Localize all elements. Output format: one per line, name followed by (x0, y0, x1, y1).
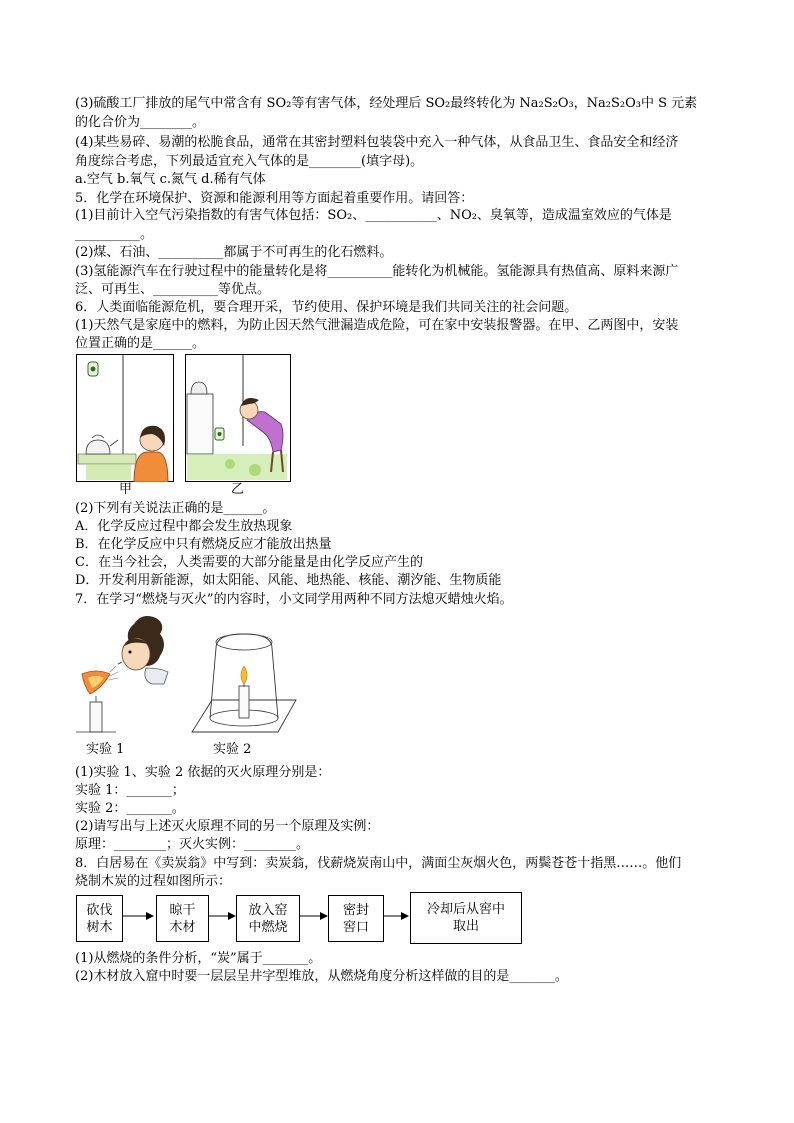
q5-stem: 5．化学在环境保护、资源和能源利用等方面起着重要作用。请回答： (75, 191, 474, 206)
q6-1-line-2: 位置正确的是______。 (75, 336, 206, 351)
q5-1-line-2: __________。 (75, 227, 154, 242)
q4-4-line-2: 角度综合考虑，下列最适宜充入气体的是________(填字母)。 (75, 154, 424, 169)
q7-1-exp-2: 实验 2：_______。 (75, 801, 185, 816)
q4-4-options: a.空气 b.氧气 c.氮气 d.稀有气体 (75, 172, 266, 187)
figure-jia-label: 甲 (119, 482, 133, 497)
flow-step-burn-in-kiln: 放入窑 中燃烧 (236, 895, 300, 942)
q6-2-stem: (2)下列有关说法正确的是______。 (75, 501, 276, 516)
q5-2: (2)煤、石油、__________都属于不可再生的化石燃料。 (75, 245, 393, 260)
flow-step-cool-remove: 冷却后从窖中 取出 (410, 892, 522, 944)
flow-step-seal-kiln: 密封 窖口 (328, 895, 384, 942)
q5-3-line-2: 泛、可再生、__________等优点。 (75, 282, 271, 297)
q6-2-option-b: B．在化学反应中只有燃烧反应才能放出热量 (75, 537, 332, 552)
figure-jia-illustration (76, 354, 174, 482)
flow-step-fell-trees: 砍伐 树木 (76, 895, 123, 942)
q6-2-option-c: C．在当今社会，人类需要的大部分能量是由化学反应产生的 (75, 555, 423, 570)
q7-2-answer: 原理：________；灭火实例：________。 (75, 837, 310, 852)
q6-stem: 6．人类面临能源危机，要合理开采，节约使用、保护环境是我们共同关注的社会问题。 (75, 300, 578, 315)
q4-3-line-2: 的化合价为________。 (75, 115, 206, 130)
q6-2-option-a: A．化学反应过程中都会发生放热现象 (75, 519, 293, 534)
figure-yi-illustration (185, 354, 291, 482)
q5-1-line-1: (1)目前计入空气污染指数的有害气体包括：SO₂、___________、NO₂、臭氧等，造成温室效应的气体是 (75, 208, 672, 223)
q6-2-option-d: D．开发利用新能源，如太阳能、风能、地热能、核能、潮汐能、生物质能 (75, 573, 502, 588)
q7-1-stem: (1)实验 1、实验 2 依据的灭火原理分别是： (75, 765, 331, 780)
q8-1: (1)从燃烧的条件分析，“炭”属于_______。 (75, 951, 322, 966)
q5-3-line-1: (3)氢能源汽车在行驶过程中的能量转化是将__________能转化为机械能。氢能源具有热值高、原料来源广 (75, 264, 679, 279)
experiment-2-illustration (186, 620, 306, 740)
flow-step-dry-wood: 晾干 木材 (156, 895, 209, 942)
q6-1-line-1: (1)天然气是家庭中的燃料，为防止因天然气泄漏造成危险，可在家中安装报警器。在甲、乙两图中，安装 (75, 318, 679, 333)
experiment-1-label: 实验 1 (86, 742, 125, 757)
q7-2-stem: (2)请写出与上述灭火原理不同的另一个原理及实例： (75, 819, 380, 834)
experiment-1-illustration (76, 610, 172, 740)
figure-yi-label: 乙 (231, 482, 245, 497)
q4-3-line-1: (3)硫酸工厂排放的尾气中常含有 SO₂等有害气体，经处理后 SO₂最终转化为 Na₂S₂O₃，Na₂S₂O₃中 S 元素 (75, 96, 698, 111)
q7-stem: 7．在学习“燃烧与灭火”的内容时，小文同学用两种不同方法熄灭蜡烛火焰。 (75, 592, 513, 607)
q8-stem-line-2: 烧制木炭的过程如图所示： (75, 874, 232, 889)
q8-2: (2)木材放入窟中时要一层层呈井字型堆放，从燃烧角度分析这样做的目的是_______。 (75, 969, 568, 984)
q4-4-line-1: (4)某些易碎、易潮的松脆食品，通常在其密封塑料包装袋中充入一种气体，从食品卫生、食品安全和经济 (75, 135, 679, 150)
q8-stem-line-1: 8．白居易在《卖炭翁》中写到：卖炭翁，伐薪烧炭南山中，满面尘灰烟火色，两鬓苍苍十指黑……。他们 (75, 856, 682, 871)
q7-1-exp-1: 实验 1：_______； (75, 783, 185, 798)
experiment-2-label: 实验 2 (213, 742, 252, 757)
